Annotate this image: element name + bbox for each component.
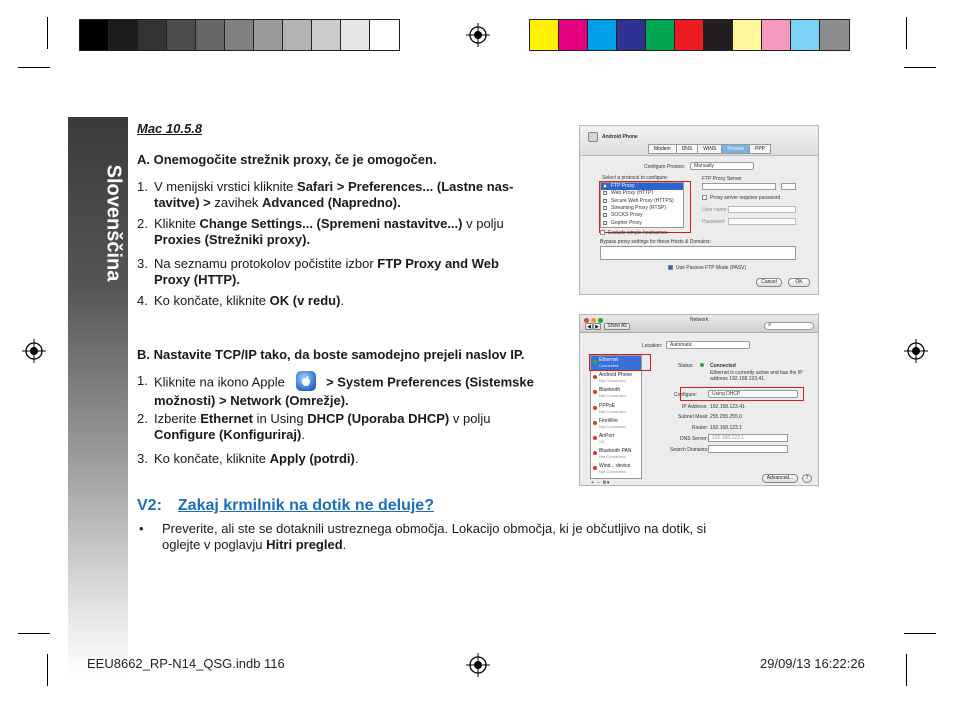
dns-input[interactable]: 192.168.123.1: [708, 434, 788, 442]
status-dot: [593, 451, 597, 455]
location-select[interactable]: Automatic: [666, 341, 750, 349]
color-swatch: [530, 20, 559, 50]
status-dot: [593, 436, 597, 440]
forward-button[interactable]: ▶: [593, 323, 601, 330]
registration-mark: [466, 653, 490, 677]
password-label: Password:: [702, 219, 726, 225]
protocol-checkbox[interactable]: [603, 221, 607, 225]
answer-text: Preverite, ali ste se dotaknili ustreznega območja. Lokacijo območja, ki je občutljivo na dotik, si oglejte v poglavju Hitri pregled.: [162, 521, 707, 552]
status-dot: [593, 360, 597, 364]
crop-mark: [906, 17, 907, 49]
status-value: Connected: [710, 363, 736, 369]
service-name: PPPoE: [599, 402, 616, 409]
configure-select[interactable]: Using DHCP: [708, 390, 798, 398]
configure-proxies-select[interactable]: Manually: [690, 162, 754, 170]
show-all-button[interactable]: Show All: [604, 323, 630, 330]
protocol-label: Web Proxy (HTTP): [611, 190, 654, 197]
color-swatch: [370, 20, 399, 50]
color-swatch: [167, 20, 196, 50]
color-swatch: [733, 20, 762, 50]
language-label: Slovenščina: [102, 164, 125, 282]
step-text: Kliknite na ikono Apple > System Preferences (Sistemske možnosti) > Network (Omrežje).: [154, 373, 574, 409]
step-text: Kliknite Change Settings... (Spremeni nastavitve...) v polju Proxies (Strežniki proxy).: [154, 216, 504, 247]
service-status: Not Connected: [599, 393, 626, 399]
crop-mark: [904, 633, 936, 634]
protocol-label: Streaming Proxy (RTSP): [611, 204, 666, 211]
service-status: Not Connected: [599, 454, 626, 460]
protocol-label: Secure Web Proxy (HTTPS): [611, 197, 674, 204]
crop-mark: [904, 67, 936, 68]
protocol-checkbox[interactable]: [603, 199, 607, 203]
color-swatch: [138, 20, 167, 50]
search-icon: ⌕: [768, 322, 772, 328]
apple-icon: [296, 371, 316, 391]
status-dot: [593, 375, 597, 379]
color-swatch: [588, 20, 617, 50]
color-swatch: [704, 20, 733, 50]
crop-mark: [18, 67, 50, 68]
ftp-server-input[interactable]: [702, 183, 776, 190]
crop-mark: [906, 654, 907, 686]
status-dot: [593, 390, 597, 394]
protocol-item[interactable]: [602, 190, 682, 197]
service-controls[interactable]: + − ⚙▾: [591, 480, 610, 486]
search-input[interactable]: [764, 322, 814, 330]
service-status: Not Connected: [599, 469, 626, 475]
color-swatch: [80, 20, 109, 50]
grayscale-calibration-bar: [79, 19, 400, 51]
language-label-container: [98, 158, 128, 288]
crop-mark: [47, 17, 48, 49]
ftp-server-label: FTP Proxy Server: [702, 176, 742, 182]
step-text: Na seznamu protokolov počistite izbor FTP Proxy and Web Proxy (HTTP).: [154, 256, 499, 287]
back-button[interactable]: ◀: [585, 323, 593, 330]
tab-dns[interactable]: DNS: [676, 144, 699, 154]
color-swatch: [283, 20, 312, 50]
proxy-tabs: [648, 144, 770, 154]
status-dot: [593, 421, 597, 425]
protocol-checkbox[interactable]: [603, 191, 607, 195]
status-dot: [700, 363, 704, 367]
service-status: Connected: [599, 363, 619, 368]
service-item[interactable]: [591, 402, 641, 416]
status-label: Status:: [678, 363, 694, 369]
step-number: 2.: [137, 216, 148, 231]
proxy-settings-window: [579, 125, 819, 295]
ok-button[interactable]: OK: [788, 278, 810, 287]
require-password-checkbox[interactable]: [702, 195, 707, 200]
protocol-item[interactable]: [602, 220, 682, 227]
require-password-label: Proxy server requires password: [710, 195, 781, 201]
protocol-item[interactable]: [602, 183, 682, 190]
color-calibration-bar: [529, 19, 850, 51]
dns-label: DNS Server:: [680, 436, 709, 442]
protocol-checkbox[interactable]: [603, 184, 607, 188]
step-number: 3.: [137, 256, 148, 271]
ftp-port-input[interactable]: [781, 183, 796, 190]
passive-ftp-checkbox[interactable]: [668, 265, 673, 270]
color-swatch: [791, 20, 820, 50]
part-b-title: B. Nastavite TCP/IP tako, da boste samodejno prejeli naslov IP.: [137, 347, 525, 362]
service-name: FireWire: [599, 417, 618, 424]
service-status: Off: [599, 439, 605, 444]
step-number: 3.: [137, 451, 148, 466]
color-swatch: [559, 20, 588, 50]
service-name: Ethernet: [599, 357, 618, 363]
color-swatch: [646, 20, 675, 50]
bullet: •: [139, 521, 144, 536]
registration-mark: [904, 339, 928, 363]
service-name: Android Phone: [599, 372, 633, 379]
status-dot: [593, 406, 597, 410]
service-item[interactable]: [591, 447, 641, 461]
color-swatch: [820, 20, 849, 50]
color-swatch: [312, 20, 341, 50]
protocol-item[interactable]: [602, 198, 682, 205]
advanced-button[interactable]: Advanced...: [762, 474, 798, 483]
protocol-label: FTP Proxy: [611, 183, 635, 189]
phone-icon: [588, 132, 598, 142]
network-preferences-window: [579, 314, 819, 486]
crop-mark: [47, 654, 48, 686]
question-title: Zakaj krmilnik na dotik ne deluje?: [177, 497, 434, 514]
subnet-value: 255.255.255.0: [710, 414, 742, 420]
ip-value: 192.168.123.41: [710, 404, 745, 410]
help-button[interactable]: ?: [802, 474, 812, 483]
footer-timestamp: 29/09/13 16:22:26: [760, 656, 865, 671]
service-name: Bluetooth PAN: [599, 448, 632, 455]
step-text: Ko končate, kliknite Apply (potrdi).: [154, 451, 359, 466]
part-a-title: A. Onemogočite strežnik proxy, če je omogočen.: [137, 152, 437, 167]
exclude-hostnames-label: Exclude simple hostnames: [608, 230, 668, 236]
highlight-box: [680, 387, 804, 401]
cancel-button[interactable]: Cancel: [756, 278, 782, 287]
bypass-label: Bypass proxy settings for these Hosts & Domains:: [600, 239, 711, 245]
color-swatch: [196, 20, 225, 50]
color-swatch: [225, 20, 254, 50]
username-input[interactable]: [728, 206, 796, 213]
search-domains-input[interactable]: [708, 445, 788, 453]
status-dot: [593, 466, 597, 470]
protocol-label: SOCKS Proxy: [611, 212, 643, 219]
protocol-item[interactable]: [602, 212, 682, 219]
search-domains-label: Search Domains:: [670, 447, 709, 453]
service-name: AirPort: [599, 433, 615, 439]
step-number: 4.: [137, 293, 148, 308]
registration-mark: [466, 23, 490, 47]
subnet-label: Subnet Mask:: [678, 414, 709, 420]
question-number: V2:: [137, 497, 162, 514]
status-description: Ethernet is currently active and has the IP: [710, 370, 803, 376]
tab-ppp[interactable]: PPP: [749, 144, 771, 154]
color-swatch: [341, 20, 370, 50]
protocol-checkbox[interactable]: [603, 206, 607, 210]
step-number: 1.: [137, 179, 148, 194]
ip-label: IP Address:: [682, 404, 708, 410]
bypass-input[interactable]: [600, 246, 796, 260]
window-title: Android Phone: [602, 134, 638, 140]
password-input[interactable]: [728, 218, 796, 225]
service-name: Wind... device: [599, 463, 631, 470]
service-name: Bluetooth: [599, 387, 621, 394]
location-label: Location:: [642, 343, 663, 349]
footer-file-info: EEU8662_RP-N14_QSG.indb 116: [87, 656, 285, 671]
configure-label: Configure:: [674, 392, 698, 398]
registration-mark: [22, 339, 46, 363]
step-number: 1.: [137, 373, 148, 388]
service-status: Not Connected: [599, 408, 626, 414]
service-item[interactable]: [591, 386, 641, 400]
passive-ftp-label: Use Passive FTP Mode (PASV): [676, 265, 747, 271]
step-text: Izberite Ethernet in Using DHCP (Uporaba DHCP) v polju Configure (Konfiguriraj).: [154, 411, 491, 442]
router-value: 192.168.123.1: [710, 425, 742, 431]
color-swatch: [254, 20, 283, 50]
tab-wins[interactable]: WINS: [697, 144, 722, 154]
color-swatch: [675, 20, 704, 50]
step-text: Ko končate, kliknite OK (v redu).: [154, 293, 345, 308]
service-item[interactable]: [591, 371, 641, 385]
protocol-checkbox[interactable]: [603, 213, 607, 217]
service-item[interactable]: [591, 417, 641, 431]
faq-question-heading: [137, 497, 434, 515]
service-status: Not Connected: [599, 423, 626, 429]
crop-mark: [18, 633, 50, 634]
service-item[interactable]: [591, 462, 641, 476]
service-status: Not Connected: [599, 378, 626, 384]
os-version-heading: Mac 10.5.8: [137, 121, 203, 136]
select-protocol-label: Select a protocol to configure:: [602, 175, 669, 181]
tab-modem[interactable]: Modem: [648, 144, 677, 154]
step-number: 2.: [137, 411, 148, 426]
color-swatch: [109, 20, 138, 50]
color-swatch: [762, 20, 791, 50]
status-description-2: address 192.168.123.41.: [710, 376, 766, 382]
tab-proxies[interactable]: Proxies: [721, 144, 750, 154]
step-text: V menijski vrstici kliknite Safari > Preferences... (Lastne nas- tavitve) > zavihek Advanced (Napredno).: [154, 179, 514, 210]
exclude-hostnames-checkbox[interactable]: [600, 230, 605, 235]
router-label: Router:: [692, 425, 709, 431]
username-label: User name:: [702, 207, 728, 213]
window-title: Network: [690, 317, 709, 323]
service-item[interactable]: [591, 356, 641, 370]
protocol-label: Gopher Proxy: [611, 219, 642, 226]
protocol-item[interactable]: [602, 205, 682, 212]
configure-proxies-label: Configure Proxies:: [644, 164, 686, 170]
service-item[interactable]: [591, 432, 641, 446]
color-swatch: [617, 20, 646, 50]
